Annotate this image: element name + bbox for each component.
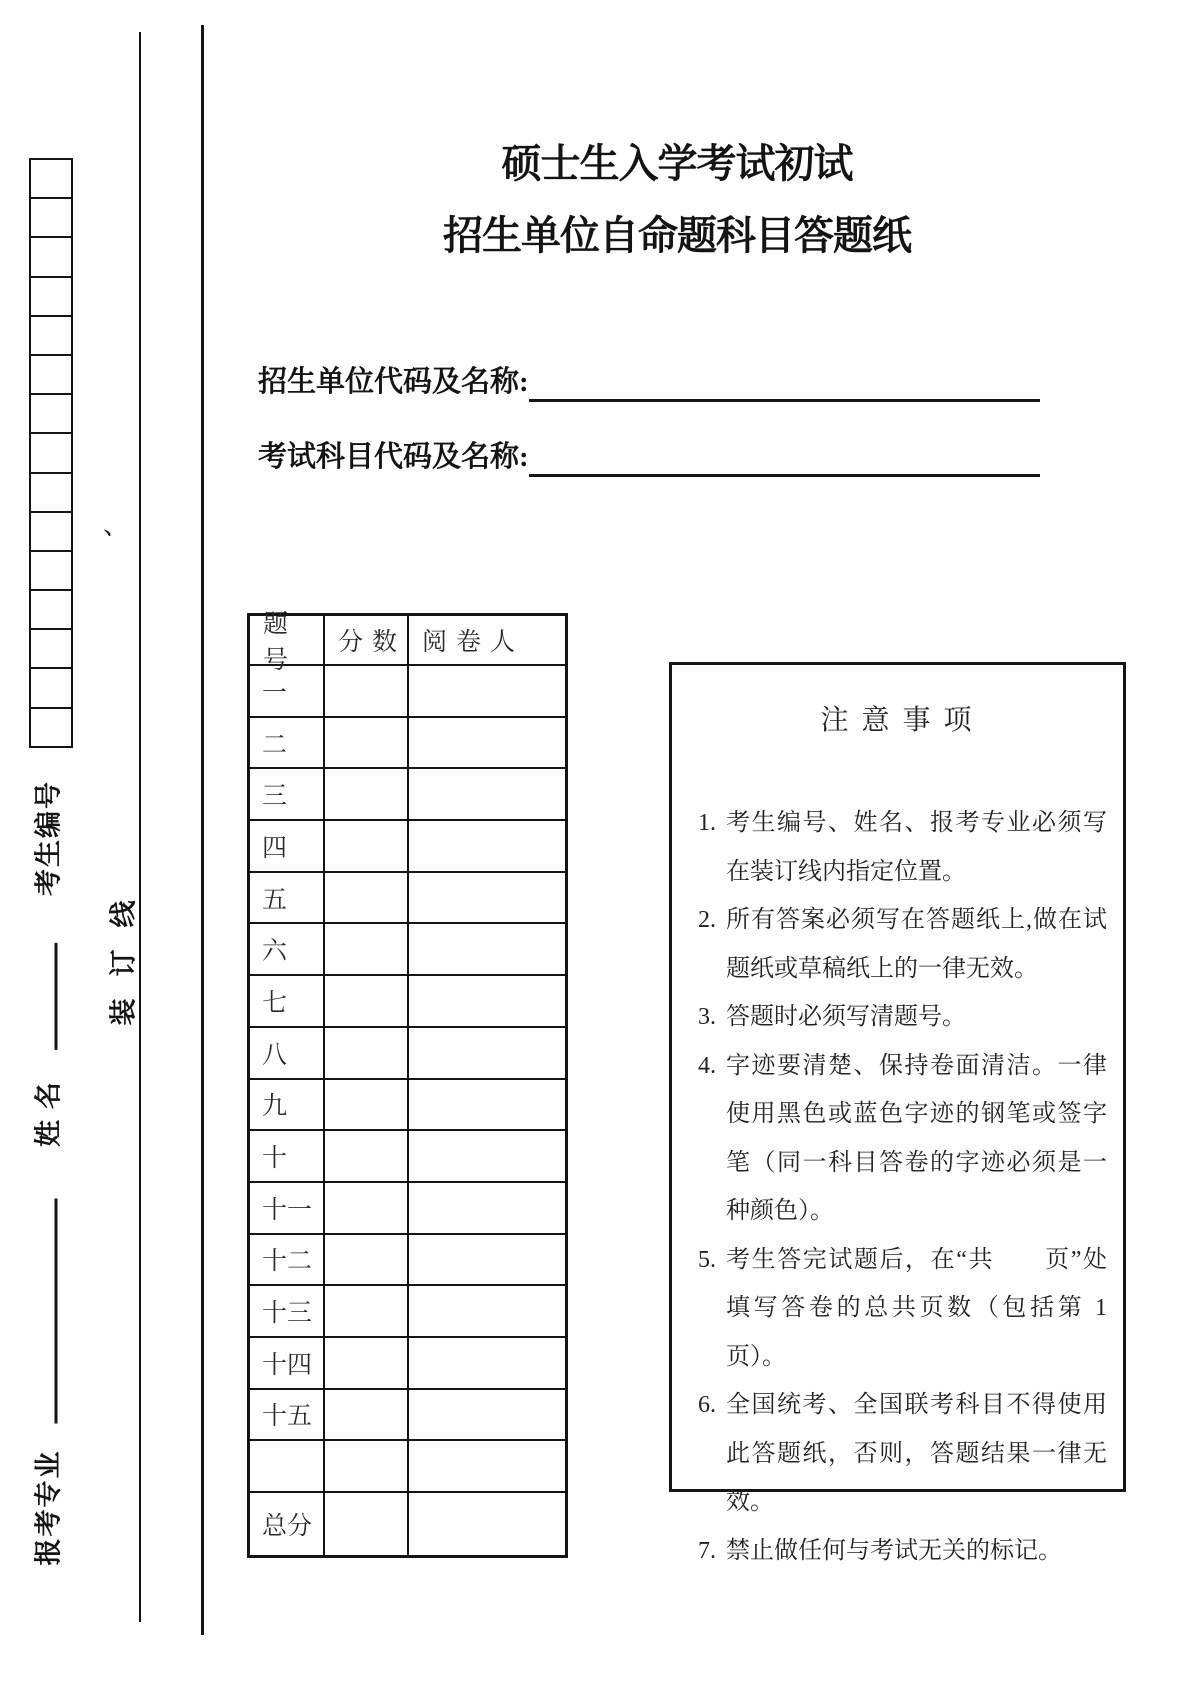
grader-cell[interactable]: [409, 1286, 565, 1338]
score-cell[interactable]: [325, 1028, 409, 1080]
score-cell[interactable]: [325, 666, 409, 718]
notice-item-text: 全国统考、全国联考科目不得使用此答题纸，否则，答题结果一律无效。: [726, 1392, 1107, 1515]
score-cell[interactable]: [325, 924, 409, 976]
candidate-number-boxes: [29, 158, 73, 748]
grader-cell[interactable]: [409, 1131, 565, 1183]
candidate-number-box[interactable]: [29, 667, 73, 708]
notice-box: [669, 662, 1126, 1564]
grader-cell[interactable]: [409, 1028, 565, 1080]
score-cell[interactable]: [325, 1286, 409, 1338]
grader-cell[interactable]: [409, 821, 565, 873]
candidate-number-box[interactable]: [29, 707, 73, 748]
grader-cell[interactable]: [409, 718, 565, 770]
exam-subject-label: 考试科目代码及名称:: [258, 441, 529, 473]
candidate-number-box[interactable]: [29, 511, 73, 552]
major-label: 报考专业: [33, 1449, 64, 1566]
question-number-cell: 十二: [250, 1235, 325, 1287]
score-cell[interactable]: [325, 1080, 409, 1132]
question-number-cell: 五: [250, 873, 325, 925]
question-number-cell: 一: [250, 666, 325, 718]
notice-item-text: 所有答案必须写在答题纸上,做在试题纸或草稿纸上的一律无效。: [726, 907, 1107, 982]
notice-item-number: 2.: [698, 907, 716, 933]
candidate-number-box[interactable]: [29, 354, 73, 395]
question-number-cell: 七: [250, 976, 325, 1028]
question-number-cell: 六: [250, 924, 325, 976]
candidate-number-box[interactable]: [29, 393, 73, 434]
candidate-number-box[interactable]: [29, 158, 73, 199]
notice-item-1: [698, 799, 1107, 896]
notice-item-number: 7.: [698, 1537, 716, 1564]
question-number-cell: 十三: [250, 1286, 325, 1338]
candidate-number-box[interactable]: [29, 432, 73, 473]
grader-cell[interactable]: [409, 1441, 565, 1493]
score-cell[interactable]: [325, 1235, 409, 1287]
major-field-group: [27, 1199, 66, 1566]
col-header-grader: 阅卷人: [409, 616, 565, 666]
candidate-number-box[interactable]: [29, 589, 73, 630]
name-input-line[interactable]: [50, 943, 58, 1050]
candidate-number-box[interactable]: [29, 628, 73, 669]
score-cell[interactable]: [325, 1390, 409, 1442]
page-title-line2: 招生单位自命题科目答题纸: [443, 213, 911, 258]
total-score-label-cell: 总分: [250, 1493, 325, 1555]
question-number-cell: 十四: [250, 1338, 325, 1390]
candidate-number-box[interactable]: [29, 236, 73, 277]
admissions-unit-row: [258, 362, 1040, 402]
score-table: [247, 613, 568, 1558]
binding-line-outer: [201, 25, 204, 1635]
grader-cell[interactable]: [409, 873, 565, 925]
col-header-score: 分数: [325, 616, 409, 666]
notice-item-number: 6.: [698, 1392, 716, 1418]
notice-item-7: [698, 1527, 1107, 1576]
total-score-cell[interactable]: [325, 1493, 409, 1555]
question-number-cell: 三: [250, 769, 325, 821]
notice-item-text: 禁止做任何与考试无关的标记。: [726, 1537, 1062, 1564]
question-number-cell: 十五: [250, 1390, 325, 1442]
grader-cell[interactable]: [409, 1080, 565, 1132]
notice-title: 注意事项: [820, 705, 985, 736]
candidate-number-box[interactable]: [29, 276, 73, 317]
question-number-cell: 二: [250, 718, 325, 770]
candidate-number-label: 考生编号: [33, 780, 64, 896]
grader-cell[interactable]: [409, 1390, 565, 1442]
score-cell[interactable]: [325, 1338, 409, 1390]
notice-item-text: 字迹要清楚、保持卷面清洁。一律使用黑色或蓝色字迹的钢笔或签字笔（同一科目答卷的字迹必须是一种颜色）。: [726, 1052, 1107, 1224]
title-block: [230, 140, 1124, 260]
score-cell[interactable]: [325, 1131, 409, 1183]
score-cell[interactable]: [325, 718, 409, 770]
question-number-cell: 十: [250, 1131, 325, 1183]
candidate-number-box[interactable]: [29, 472, 73, 513]
score-cell[interactable]: [325, 1441, 409, 1493]
notice-item-number: 4.: [698, 1052, 716, 1079]
grader-cell[interactable]: [409, 769, 565, 821]
exam-subject-input-line[interactable]: [529, 468, 1040, 477]
question-number-cell: 九: [250, 1080, 325, 1132]
question-number-cell: 四: [250, 821, 325, 873]
exam-subject-row: [258, 437, 1040, 477]
notice-item-text: 答题时必须写清题号。: [726, 1004, 966, 1030]
admissions-unit-input-line[interactable]: [529, 393, 1040, 402]
notice-item-text: 考生答完试题后，在“共 页”处填写答卷的总共页数（包括第 1 页）。: [726, 1246, 1107, 1370]
notice-item-number: 1.: [698, 810, 716, 836]
binding-line-label: 装订线: [108, 878, 139, 1026]
notice-item-5: [698, 1236, 1107, 1382]
major-input-line[interactable]: [50, 1199, 58, 1424]
page-title-line1: 硕士生入学考试初试: [501, 141, 853, 186]
notice-item-text: 考生编号、姓名、报考专业必须写在装订线内指定位置。: [726, 810, 1107, 885]
grader-cell[interactable]: [409, 924, 565, 976]
total-grader-cell[interactable]: [409, 1493, 565, 1555]
binding-line-inner: [139, 32, 141, 1622]
notice-item-number: 3.: [698, 1004, 716, 1030]
score-cell[interactable]: [325, 821, 409, 873]
candidate-number-box[interactable]: [29, 197, 73, 238]
candidate-number-box[interactable]: [29, 550, 73, 591]
question-number-cell: [250, 1441, 325, 1493]
candidate-number-box[interactable]: [29, 315, 73, 356]
score-cell[interactable]: [325, 1183, 409, 1235]
stray-comma-mark: 、: [103, 511, 130, 540]
notice-item-3: [698, 993, 1107, 1042]
col-header-question: 题号: [250, 616, 325, 666]
score-cell[interactable]: [325, 976, 409, 1028]
name-field-group: [27, 943, 66, 1147]
notice-item-4: [698, 1042, 1107, 1236]
question-number-cell: 八: [250, 1028, 325, 1080]
name-label: 姓 名: [33, 1080, 64, 1147]
notice-item-number: 5.: [698, 1246, 716, 1273]
notice-item-2: [698, 896, 1107, 993]
score-cell[interactable]: [325, 769, 409, 821]
grader-cell[interactable]: [409, 976, 565, 1028]
notice-item-6: [698, 1381, 1107, 1527]
question-number-cell: 十一: [250, 1183, 325, 1235]
grader-cell[interactable]: [409, 666, 565, 718]
grader-cell[interactable]: [409, 1235, 565, 1287]
admissions-unit-label: 招生单位代码及名称:: [258, 366, 529, 398]
grader-cell[interactable]: [409, 1338, 565, 1390]
score-cell[interactable]: [325, 873, 409, 925]
grader-cell[interactable]: [409, 1183, 565, 1235]
